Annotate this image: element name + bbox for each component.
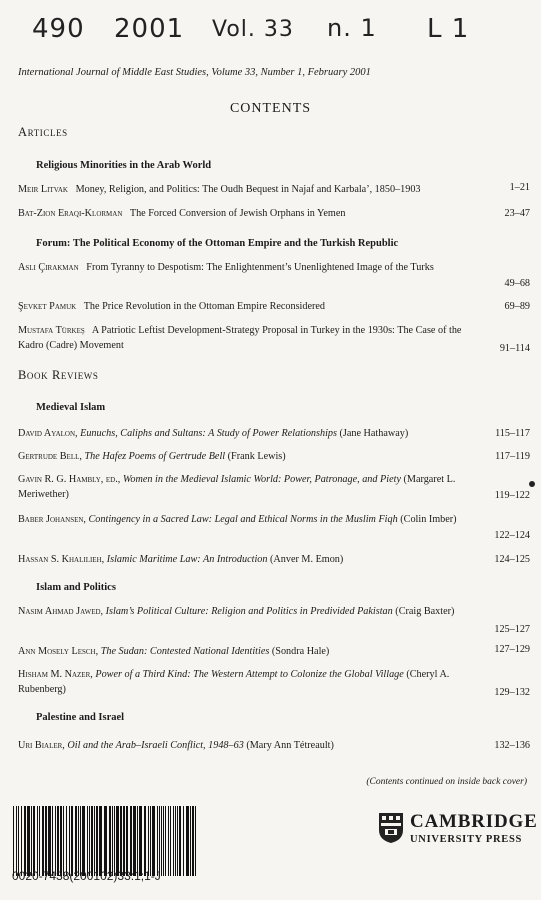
entry-title: A Patriotic Leftist Development-Strategy Proposal in Turkey in the 1930s: The Case of the Kadro (Cadre) Movement bbox=[18, 325, 462, 351]
barcode-bar bbox=[161, 806, 162, 876]
barcode-bar bbox=[130, 806, 132, 876]
entry-reviewer: (Jane Hathaway) bbox=[339, 428, 409, 439]
hand-year: 2001 bbox=[114, 14, 185, 44]
entry-title: The Sudan: Contested National Identities bbox=[100, 646, 270, 657]
barcode-bar bbox=[33, 806, 35, 876]
barcode-bar bbox=[109, 806, 111, 876]
entry-pages: 122–124 bbox=[494, 530, 530, 541]
entry-author: Hassan S. Khalilieh, bbox=[18, 554, 105, 565]
barcode-bar bbox=[116, 806, 119, 876]
hand-shelf: L 1 bbox=[427, 14, 470, 44]
entry-pages: 69–89 bbox=[504, 301, 530, 312]
contents-title: CONTENTS bbox=[229, 101, 312, 116]
publisher-name-line2: UNIVERSITY PRESS bbox=[410, 834, 523, 845]
barcode-bar bbox=[82, 806, 85, 876]
barcode-bar bbox=[52, 806, 53, 876]
entry-title: Contingency in a Sacred Law: Legal and Ethical Norms in the Muslim Fiqh bbox=[88, 514, 398, 525]
barcode-bar bbox=[16, 806, 17, 876]
barcode-bar bbox=[195, 806, 196, 876]
entry-reviewer: (Anver M. Emon) bbox=[270, 554, 344, 565]
entry-reviewer: (Craig Baxter) bbox=[395, 606, 455, 617]
contents-continued-note: (Contents continued on inside back cover) bbox=[366, 777, 527, 787]
barcode-bar bbox=[89, 806, 90, 876]
entry-pages: 115–117 bbox=[495, 428, 530, 439]
reviews-subheading-medieval-islam: Medieval Islam bbox=[36, 402, 106, 413]
entry-author: Gavin R. G. Hambly, ed., bbox=[18, 474, 121, 485]
entry-title: Eunuchs, Caliphs and Sultans: A Study of Power Relationships bbox=[80, 428, 337, 439]
entry-title: Women in the Medieval Islamic World: Power, Patronage, and Piety bbox=[122, 474, 401, 485]
entry-author: Meir Litvak bbox=[18, 184, 68, 195]
barcode-bar bbox=[37, 806, 38, 876]
publisher-name: CAMBRIDGE bbox=[410, 811, 538, 832]
journal-line: International Journal of Middle East Studies, Volume 33, Number 1, February 2001 bbox=[18, 67, 371, 78]
entry-title: Islam’s Political Culture: Religion and Politics in Predivided Pakistan bbox=[105, 606, 393, 617]
barcode-bar bbox=[21, 806, 22, 876]
reviews-subheading-islam-politics: Islam and Politics bbox=[36, 582, 116, 593]
barcode-bar bbox=[96, 806, 98, 876]
barcode-bar bbox=[165, 806, 166, 876]
barcode-bar bbox=[48, 806, 51, 876]
entry-pages: 129–132 bbox=[494, 687, 530, 698]
entry-pages: 124–125 bbox=[494, 554, 530, 565]
entry-author: Nasim Ahmad Jawed, bbox=[18, 606, 104, 617]
articles-heading: Articles bbox=[18, 125, 68, 139]
entry-reviewer: (Margaret L. Meriwether) bbox=[18, 474, 456, 500]
entry-reviewer: (Sondra Hale) bbox=[271, 646, 330, 657]
entry-author: Ann Mosely Lesch, bbox=[18, 646, 99, 657]
articles-subheading-forum: Forum: The Political Economy of the Ottoman Empire and the Turkish Republic bbox=[36, 238, 399, 249]
barcode-bar bbox=[192, 806, 194, 876]
hand-number: 490 bbox=[32, 14, 85, 44]
barcode-bar bbox=[13, 806, 14, 876]
entry-author: Gertrude Bell, bbox=[18, 451, 82, 462]
barcode-bar bbox=[42, 806, 44, 876]
barcode-bar bbox=[91, 806, 93, 876]
barcode-bar bbox=[186, 806, 189, 876]
barcode-bar bbox=[99, 806, 102, 876]
entry-author: Şevket Pamuk bbox=[18, 301, 77, 312]
barcode-bar bbox=[177, 806, 178, 876]
entry-reviewer: (Mary Ann Tétreault) bbox=[246, 740, 334, 751]
barcode-bar bbox=[94, 806, 95, 876]
barcode-bar bbox=[104, 806, 107, 876]
barcode-bar bbox=[60, 806, 62, 876]
barcode-bar bbox=[137, 806, 138, 876]
barcode-bar bbox=[126, 806, 128, 876]
entry-author: David Ayalon, bbox=[18, 428, 78, 439]
entry-author: Aslı Çırakman bbox=[18, 262, 79, 273]
barcode-bar bbox=[78, 806, 79, 876]
barcode-bar bbox=[179, 806, 181, 876]
barcode-bar bbox=[159, 806, 160, 876]
entry-author: Mustafa Türkeş bbox=[18, 325, 85, 336]
barcode-bar bbox=[66, 806, 67, 876]
entry-title: Islamic Maritime Law: An Introduction bbox=[106, 554, 268, 565]
reviews-subheading-palestine-israel: Palestine and Israel bbox=[36, 712, 125, 723]
handwritten-annotation bbox=[22, 14, 522, 56]
barcode-bar bbox=[144, 806, 146, 876]
entry-title: The Hafez Poems of Gertrude Bell bbox=[84, 451, 226, 462]
entry-pages: 132–136 bbox=[494, 740, 530, 751]
entry-pages: 127–129 bbox=[494, 644, 530, 655]
entry-author: Baber Johansen, bbox=[18, 514, 86, 525]
barcode bbox=[12, 806, 198, 876]
entry-title: Oil and the Arab–Israeli Conflict, 1948–63 bbox=[67, 740, 244, 751]
issn-code: 0020-7438(200102)33:1;1-J bbox=[12, 869, 161, 883]
barcode-bar bbox=[173, 806, 174, 876]
entry-pages: 117–119 bbox=[495, 451, 530, 462]
barcode-bar bbox=[170, 806, 171, 876]
barcode-bar bbox=[24, 806, 26, 876]
entry-reviewer: (Frank Lewis) bbox=[227, 451, 286, 462]
hand-issue: n. 1 bbox=[327, 14, 377, 42]
book-reviews-heading: Book Reviews bbox=[18, 368, 99, 382]
barcode-bar bbox=[63, 806, 64, 876]
barcode-bar bbox=[31, 806, 32, 876]
cambridge-shield-icon bbox=[378, 812, 404, 844]
entry-title: From Tyranny to Despotism: The Enlightenment’s Unenlightened Image of the Turks bbox=[86, 262, 434, 273]
barcode-bar bbox=[57, 806, 59, 876]
entry-title: Power of a Third Kind: The Western Attempt to Colonize the Global Village bbox=[95, 669, 404, 680]
articles-subheading-religious-minorities: Religious Minorities in the Arab World bbox=[36, 160, 212, 171]
barcode-bar bbox=[152, 806, 155, 876]
barcode-bar bbox=[150, 806, 151, 876]
barcode-bar bbox=[27, 806, 30, 876]
entry-reviewer: (Colin Imber) bbox=[400, 514, 457, 525]
barcode-bar bbox=[133, 806, 136, 876]
entry-pages: 23–47 bbox=[504, 208, 530, 219]
barcode-bar bbox=[71, 806, 73, 876]
entry-pages: 1–21 bbox=[509, 182, 530, 193]
entry-pages: 91–114 bbox=[499, 343, 530, 354]
entry-author: Hisham M. Nazer, bbox=[18, 669, 93, 680]
barcode-bar bbox=[114, 806, 115, 876]
pen-mark bbox=[529, 481, 535, 487]
barcode-bar bbox=[112, 806, 113, 876]
entry-title: Money, Religion, and Politics: The Oudh Bequest in Najaf and Karbala’, 1850–1903 bbox=[75, 184, 421, 195]
entry-pages: 125–127 bbox=[494, 624, 530, 635]
entry-author: Uri Bialer, bbox=[18, 740, 65, 751]
entry-pages: 49–68 bbox=[504, 278, 530, 289]
barcode-bar bbox=[39, 806, 40, 876]
barcode-bar bbox=[45, 806, 47, 876]
barcode-bar bbox=[139, 806, 142, 876]
barcode-bar bbox=[148, 806, 149, 876]
barcode-bar bbox=[69, 806, 70, 876]
barcode-bar bbox=[175, 806, 176, 876]
barcode-bar bbox=[55, 806, 56, 876]
barcode-bar bbox=[18, 806, 19, 876]
barcode-bar bbox=[168, 806, 169, 876]
entry-pages: 119–122 bbox=[494, 490, 530, 501]
barcode-bar bbox=[157, 806, 158, 876]
entry-author: Bat-Zion Eraqi-Klorman bbox=[18, 208, 123, 219]
barcode-bar bbox=[163, 806, 164, 876]
barcode-bar bbox=[123, 806, 125, 876]
entry-title: The Forced Conversion of Jewish Orphans in Yemen bbox=[129, 208, 346, 219]
entry-reviewer: (Cheryl A. Rubenberg) bbox=[18, 669, 450, 695]
barcode-bar bbox=[183, 806, 184, 876]
entry-title: The Price Revolution in the Ottoman Empire Reconsidered bbox=[83, 301, 326, 312]
hand-vol: Vol. 33 bbox=[212, 17, 294, 42]
barcode-bar bbox=[120, 806, 122, 876]
barcode-bar bbox=[190, 806, 191, 876]
barcode-bar bbox=[80, 806, 81, 876]
barcode-bar bbox=[87, 806, 88, 876]
barcode-bar bbox=[75, 806, 77, 876]
